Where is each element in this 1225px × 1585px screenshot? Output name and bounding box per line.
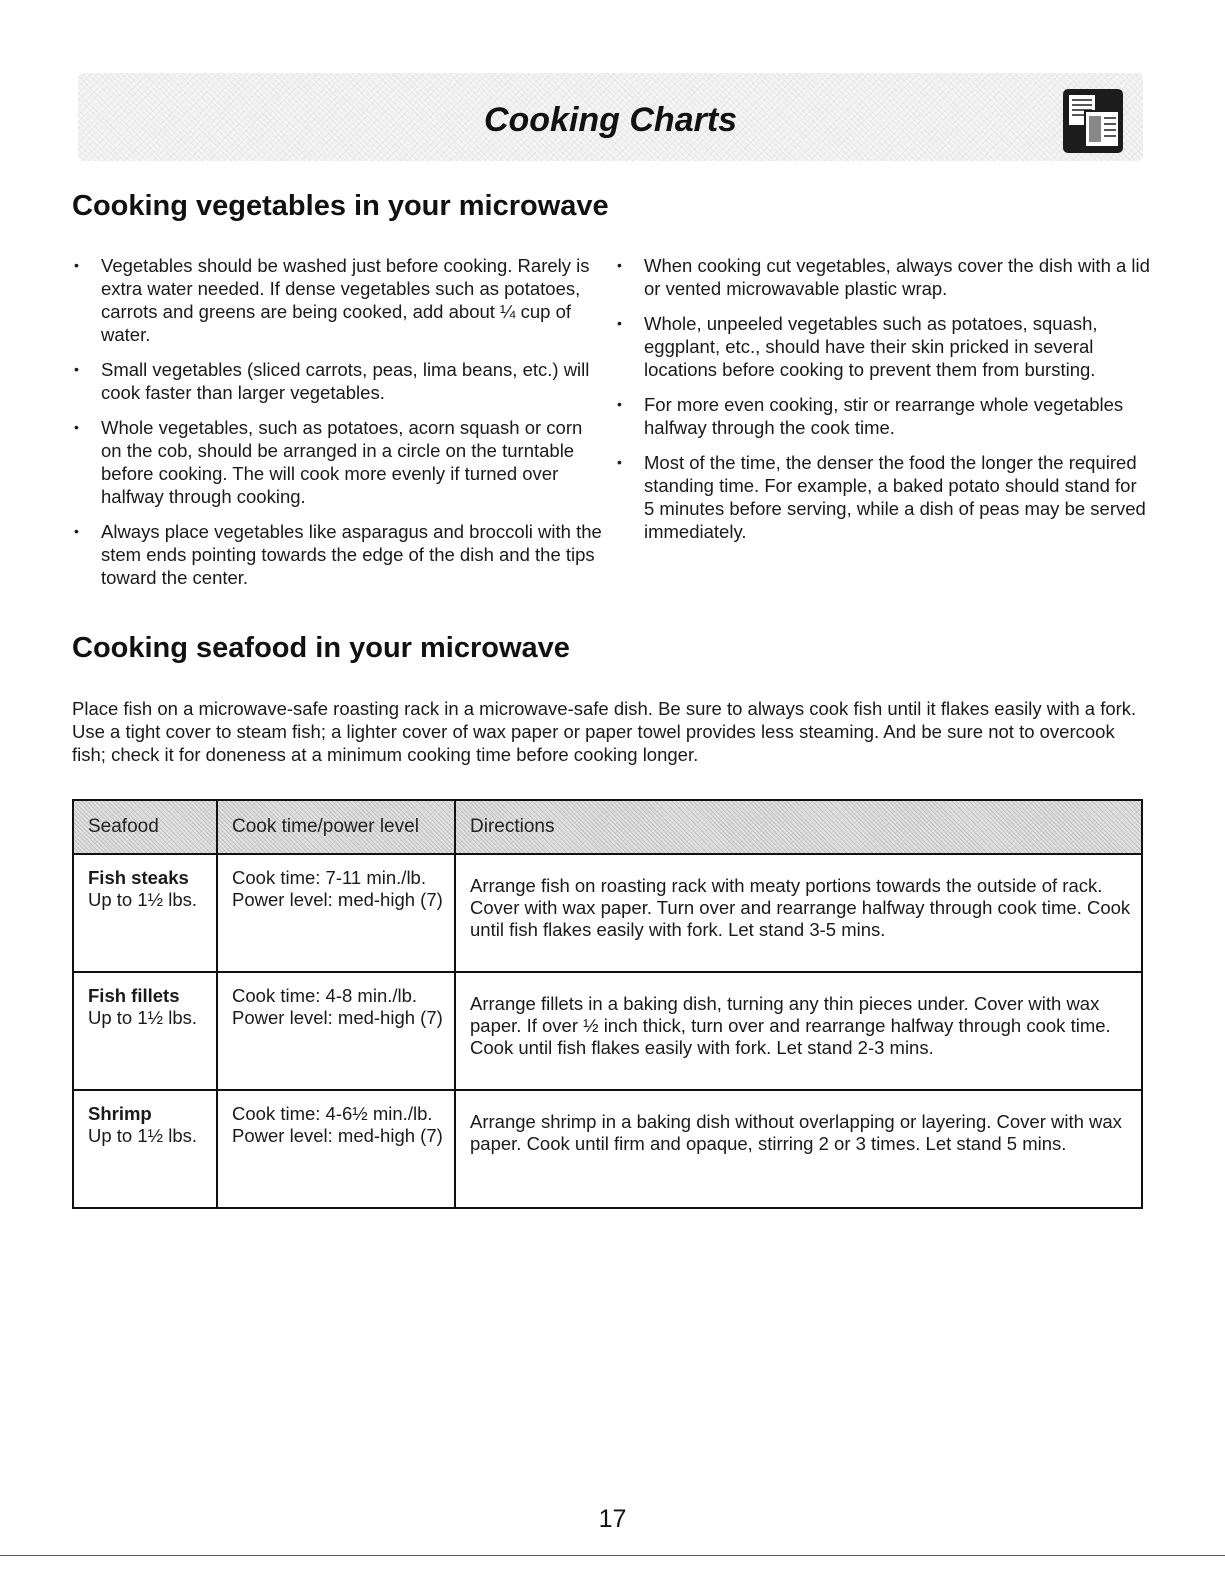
directions-cell: Arrange fish on roasting rack with meaty portions towards the outside of rack. Cover with wax paper. Turn over and rearrange halfway through cook time. Cook until fish flakes easily with fork. Let stand 3-5 mins.: [455, 854, 1142, 972]
seafood-name: Fish fillets: [88, 985, 180, 1006]
vegetables-left-list: [72, 254, 607, 601]
seafood-name: Shrimp: [88, 1103, 152, 1124]
seafood-amount: Up to 1½ lbs.: [88, 1007, 198, 1028]
cook-time-cell: [217, 1090, 455, 1208]
column-header-cook-time: Cook time/power level: [217, 800, 455, 854]
seafood-amount: Up to 1½ lbs.: [88, 1125, 198, 1146]
table-header-row: [73, 800, 1142, 854]
header-banner: [78, 73, 1143, 161]
list-item: • Small vegetables (sliced carrots, peas, lima beans, etc.) will cook faster than larger vegetables.: [72, 358, 607, 404]
directions-cell: Arrange shrimp in a baking dish without overlapping or layering. Cover with wax paper. Cook until firm and opaque, stirring 2 or 3 times. Let stand 5 mins.: [455, 1090, 1142, 1208]
table-row: [73, 972, 1142, 1090]
seafood-cell: [73, 854, 217, 972]
seafood-cell: [73, 1090, 217, 1208]
page-number: 17: [598, 1505, 627, 1533]
column-header-seafood: Seafood: [73, 800, 217, 854]
list-item: • Most of the time, the denser the food the longer the required standing time. For example, a baked potato should stand for 5 minutes before serving, while a dish of peas may be served immediately.: [615, 451, 1150, 543]
list-item: • Whole vegetables, such as potatoes, acorn squash or corn on the cob, should be arranged in a circle on the turntable before cooking. The will cook more evenly if turned over halfway through cooking.: [72, 416, 607, 508]
power-level: Power level: med-high (7): [232, 1007, 443, 1028]
cook-time: Cook time: 4-6½ min./lb.: [232, 1103, 433, 1124]
table-row: [73, 1090, 1142, 1208]
directions-cell: Arrange fillets in a baking dish, turning any thin pieces under. Cover with wax paper. If over ½ inch thick, turn over and rearrange halfway through cook time. Cook until fish flakes easily with fork. Let stand 2-3 mins.: [455, 972, 1142, 1090]
seafood-cell: [73, 972, 217, 1090]
column-header-directions: Directions: [455, 800, 1142, 854]
seafood-amount: Up to 1½ lbs.: [88, 889, 198, 910]
seafood-intro: Place fish on a microwave-safe roasting rack in a microwave-safe dish. Be sure to always cook fish until it flakes easily with a fork. Use a tight cover to steam fish; a lighter cover of wax paper or paper towel provides less steaming. And be sure not to overcook fish; check it for doneness at a minimum cooking time before cooking longer.: [72, 698, 1137, 765]
list-item: • Vegetables should be washed just before cooking. Rarely is extra water needed. If dense vegetables such as potatoes, carrots and greens are being cooked, add about ¼ cup of water.: [72, 254, 607, 346]
cook-time-cell: [217, 972, 455, 1090]
seafood-name: Fish steaks: [88, 867, 189, 888]
cook-time: Cook time: 7-11 min./lb.: [232, 867, 426, 888]
list-item: • Whole, unpeeled vegetables such as potatoes, squash, eggplant, etc., should have their skin pricked in several locations before cooking to prevent them from bursting.: [615, 312, 1150, 381]
vegetables-heading: Cooking vegetables in your microwave: [72, 190, 609, 222]
cookbook-icon: [1061, 87, 1125, 155]
power-level: Power level: med-high (7): [232, 889, 443, 910]
vegetables-right-list: [615, 254, 1150, 555]
cook-time: Cook time: 4-8 min./lb.: [232, 985, 418, 1006]
list-item: • For more even cooking, stir or rearrange whole vegetables halfway through the cook time.: [615, 393, 1150, 439]
list-item: • Always place vegetables like asparagus and broccoli with the stem ends pointing towards the edge of the dish and the tips toward the center.: [72, 520, 607, 589]
page-title: Cooking Charts: [483, 101, 738, 139]
seafood-table: [72, 799, 1143, 1209]
list-item: • When cooking cut vegetables, always cover the dish with a lid or vented microwavable plastic wrap.: [615, 254, 1150, 300]
table-row: [73, 854, 1142, 972]
bottom-divider: [0, 1555, 1225, 1556]
power-level: Power level: med-high (7): [232, 1125, 443, 1146]
seafood-heading: Cooking seafood in your microwave: [72, 632, 570, 664]
cook-time-cell: [217, 854, 455, 972]
